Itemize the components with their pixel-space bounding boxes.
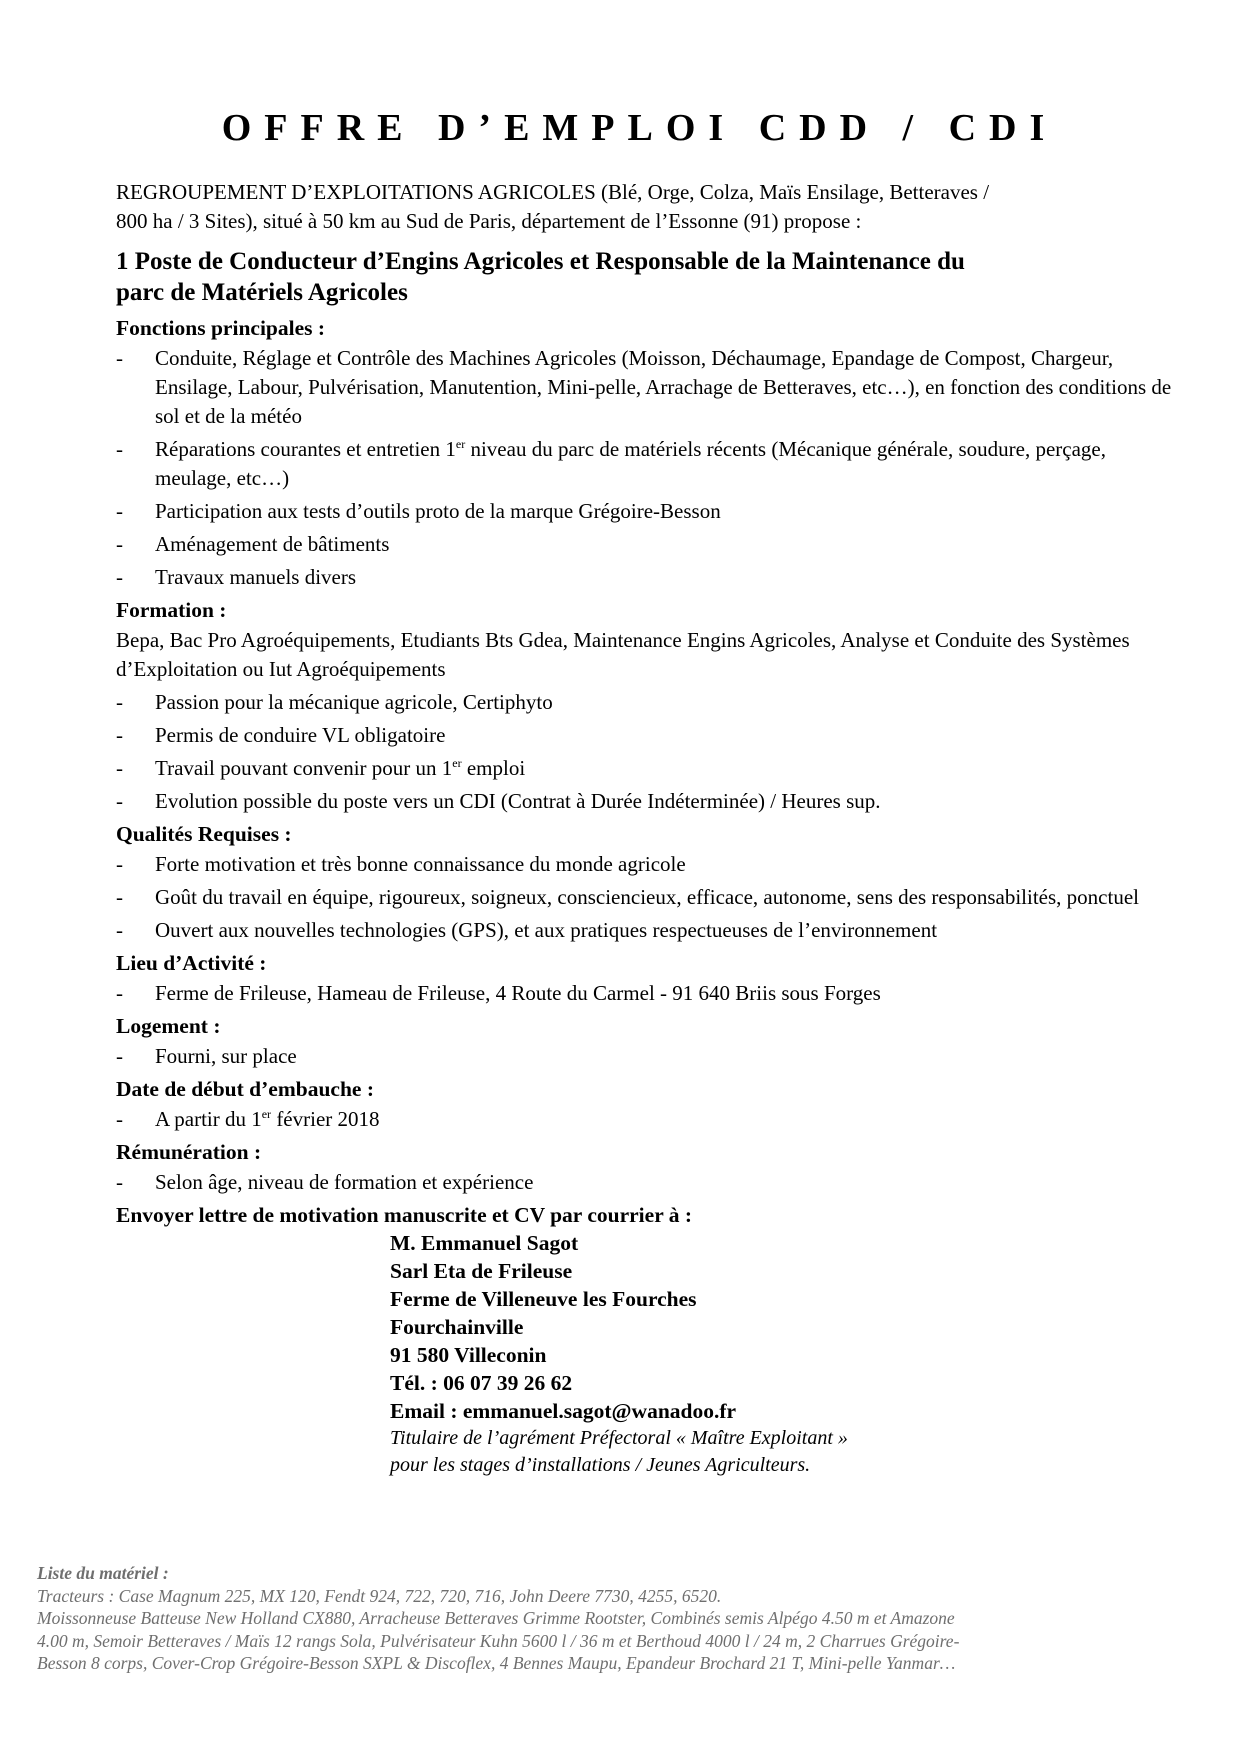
section-heading-fonctions: Fonctions principales : [116, 316, 326, 340]
section-heading-date: Date de début d’embauche : [116, 1077, 374, 1101]
equipment-list [37, 1562, 1217, 1675]
list-item: - Réparations courantes et entretien 1er niveau du parc de matériels récents (Mécanique générale, soudure, perçage, meulage, etc…) [116, 437, 1106, 490]
list-item: - Passion pour la mécanique agricole, Certiphyto [116, 690, 553, 714]
contact-company: Sarl Eta de Frileuse [390, 1259, 573, 1283]
contact-address-block [390, 1229, 1176, 1479]
job-offer-body [116, 178, 1176, 1479]
equipment-line: Tracteurs : Case Magnum 225, MX 120, Fendt 924, 722, 720, 716, John Deere 7730, 4255, 6520. [37, 1585, 722, 1606]
equipment-list-heading: Liste du matériel : [37, 1563, 169, 1583]
list-item: - Aménagement de bâtiments [116, 532, 390, 556]
contact-name: M. Emmanuel Sagot [390, 1231, 579, 1255]
section-heading-logement: Logement : [116, 1014, 221, 1038]
accreditation-note: Titulaire de l’agrément Préfectoral « Maître Exploitant » [390, 1427, 848, 1449]
logement-list [116, 1042, 1176, 1071]
formation-list [116, 688, 1176, 816]
intro-paragraph [116, 178, 1176, 236]
formation-text: Bepa, Bac Pro Agroéquipements, Etudiants Bts Gdea, Maintenance Engins Agricoles, Analyse et Conduite des Systèmes d’Exploitation ou Iut Agroéquipements [116, 628, 1130, 681]
intro-line: REGROUPEMENT D’EXPLOITATIONS AGRICOLES (Blé, Orge, Colza, Maïs Ensilage, Betteraves / [116, 180, 990, 204]
section-heading-lieu: Lieu d’Activité : [116, 951, 267, 975]
intro-line: 800 ha / 3 Sites), situé à 50 km au Sud de Paris, département de l’Essonne (91) propose : [116, 209, 862, 233]
equipment-line: Moissonneuse Batteuse New Holland CX880, Arracheuse Betteraves Grimme Rootster, Combinés semis Alpégo 4.50 m et Amazone [37, 1608, 955, 1628]
job-position-title: 1 Poste de Conducteur d’Engins Agricoles et Responsable de la Maintenance du parc de Matériels Agricoles [116, 248, 965, 306]
application-instructions: Envoyer lettre de motivation manuscrite et CV par courrier à : [116, 1203, 693, 1227]
list-item: - Travail pouvant convenir pour un 1er emploi [116, 756, 526, 780]
qualites-list [116, 850, 1176, 945]
section-heading-remuneration: Rémunération : [116, 1140, 262, 1164]
section-heading-formation: Formation : [116, 598, 227, 622]
list-item: - Conduite, Réglage et Contrôle des Machines Agricoles (Moisson, Déchaumage, Epandage de Compost, Chargeur, Ensilage, Labour, Pulvérisation, Manutention, Mini-pelle, Arrachage de Betteraves, etc…), en fonction des conditions de sol et de la météo [116, 346, 1172, 428]
contact-city: 91 580 Villeconin [390, 1343, 547, 1367]
list-item: - Selon âge, niveau de formation et expérience [116, 1170, 534, 1194]
lieu-list [116, 979, 1176, 1008]
contact-email: Email : emmanuel.sagot@wanadoo.fr [390, 1399, 737, 1423]
accreditation-note: pour les stages d’installations / Jeunes Agriculteurs. [390, 1454, 811, 1476]
list-item: - Goût du travail en équipe, rigoureux, soigneux, consciencieux, efficace, autonome, sens des responsabilités, ponctuel [116, 885, 1139, 909]
contact-phone: Tél. : 06 07 39 26 62 [390, 1371, 573, 1395]
section-heading-qualites: Qualités Requises : [116, 822, 292, 846]
list-item: - Ferme de Frileuse, Hameau de Frileuse, 4 Route du Carmel - 91 640 Briis sous Forges [116, 981, 881, 1005]
page-title: OFFRE D’EMPLOI CDD / CDI [221, 107, 1058, 149]
fonctions-list [116, 344, 1176, 592]
date-list [116, 1105, 1176, 1134]
list-item: - Ouvert aux nouvelles technologies (GPS), et aux pratiques respectueuses de l’environnement [116, 918, 938, 942]
list-item: - Participation aux tests d’outils proto de la marque Grégoire-Besson [116, 499, 721, 523]
list-item: - A partir du 1er février 2018 [116, 1107, 380, 1131]
list-item: - Evolution possible du poste vers un CDI (Contrat à Durée Indéterminée) / Heures sup. [116, 789, 881, 813]
contact-farm: Ferme de Villeneuve les Fourches [390, 1287, 697, 1311]
list-item: - Fourni, sur place [116, 1044, 297, 1068]
list-item: - Permis de conduire VL obligatoire [116, 723, 446, 747]
list-item: - Forte motivation et très bonne connaissance du monde agricole [116, 852, 686, 876]
equipment-line: Besson 8 corps, Cover-Crop Grégoire-Besson SXPL & Discoflex, 4 Bennes Maupu, Epandeur Brochard 21 T, Mini-pelle Yanmar… [37, 1653, 956, 1673]
remuneration-list [116, 1168, 1176, 1197]
equipment-line: 4.00 m, Semoir Betteraves / Maïs 12 rangs Sola, Pulvérisateur Kuhn 5600 l / 36 m et Berthoud 4000 l / 24 m, 2 Charrues Grégoire- [37, 1630, 960, 1651]
list-item: - Travaux manuels divers [116, 565, 357, 589]
contact-locality: Fourchainville [390, 1315, 524, 1339]
